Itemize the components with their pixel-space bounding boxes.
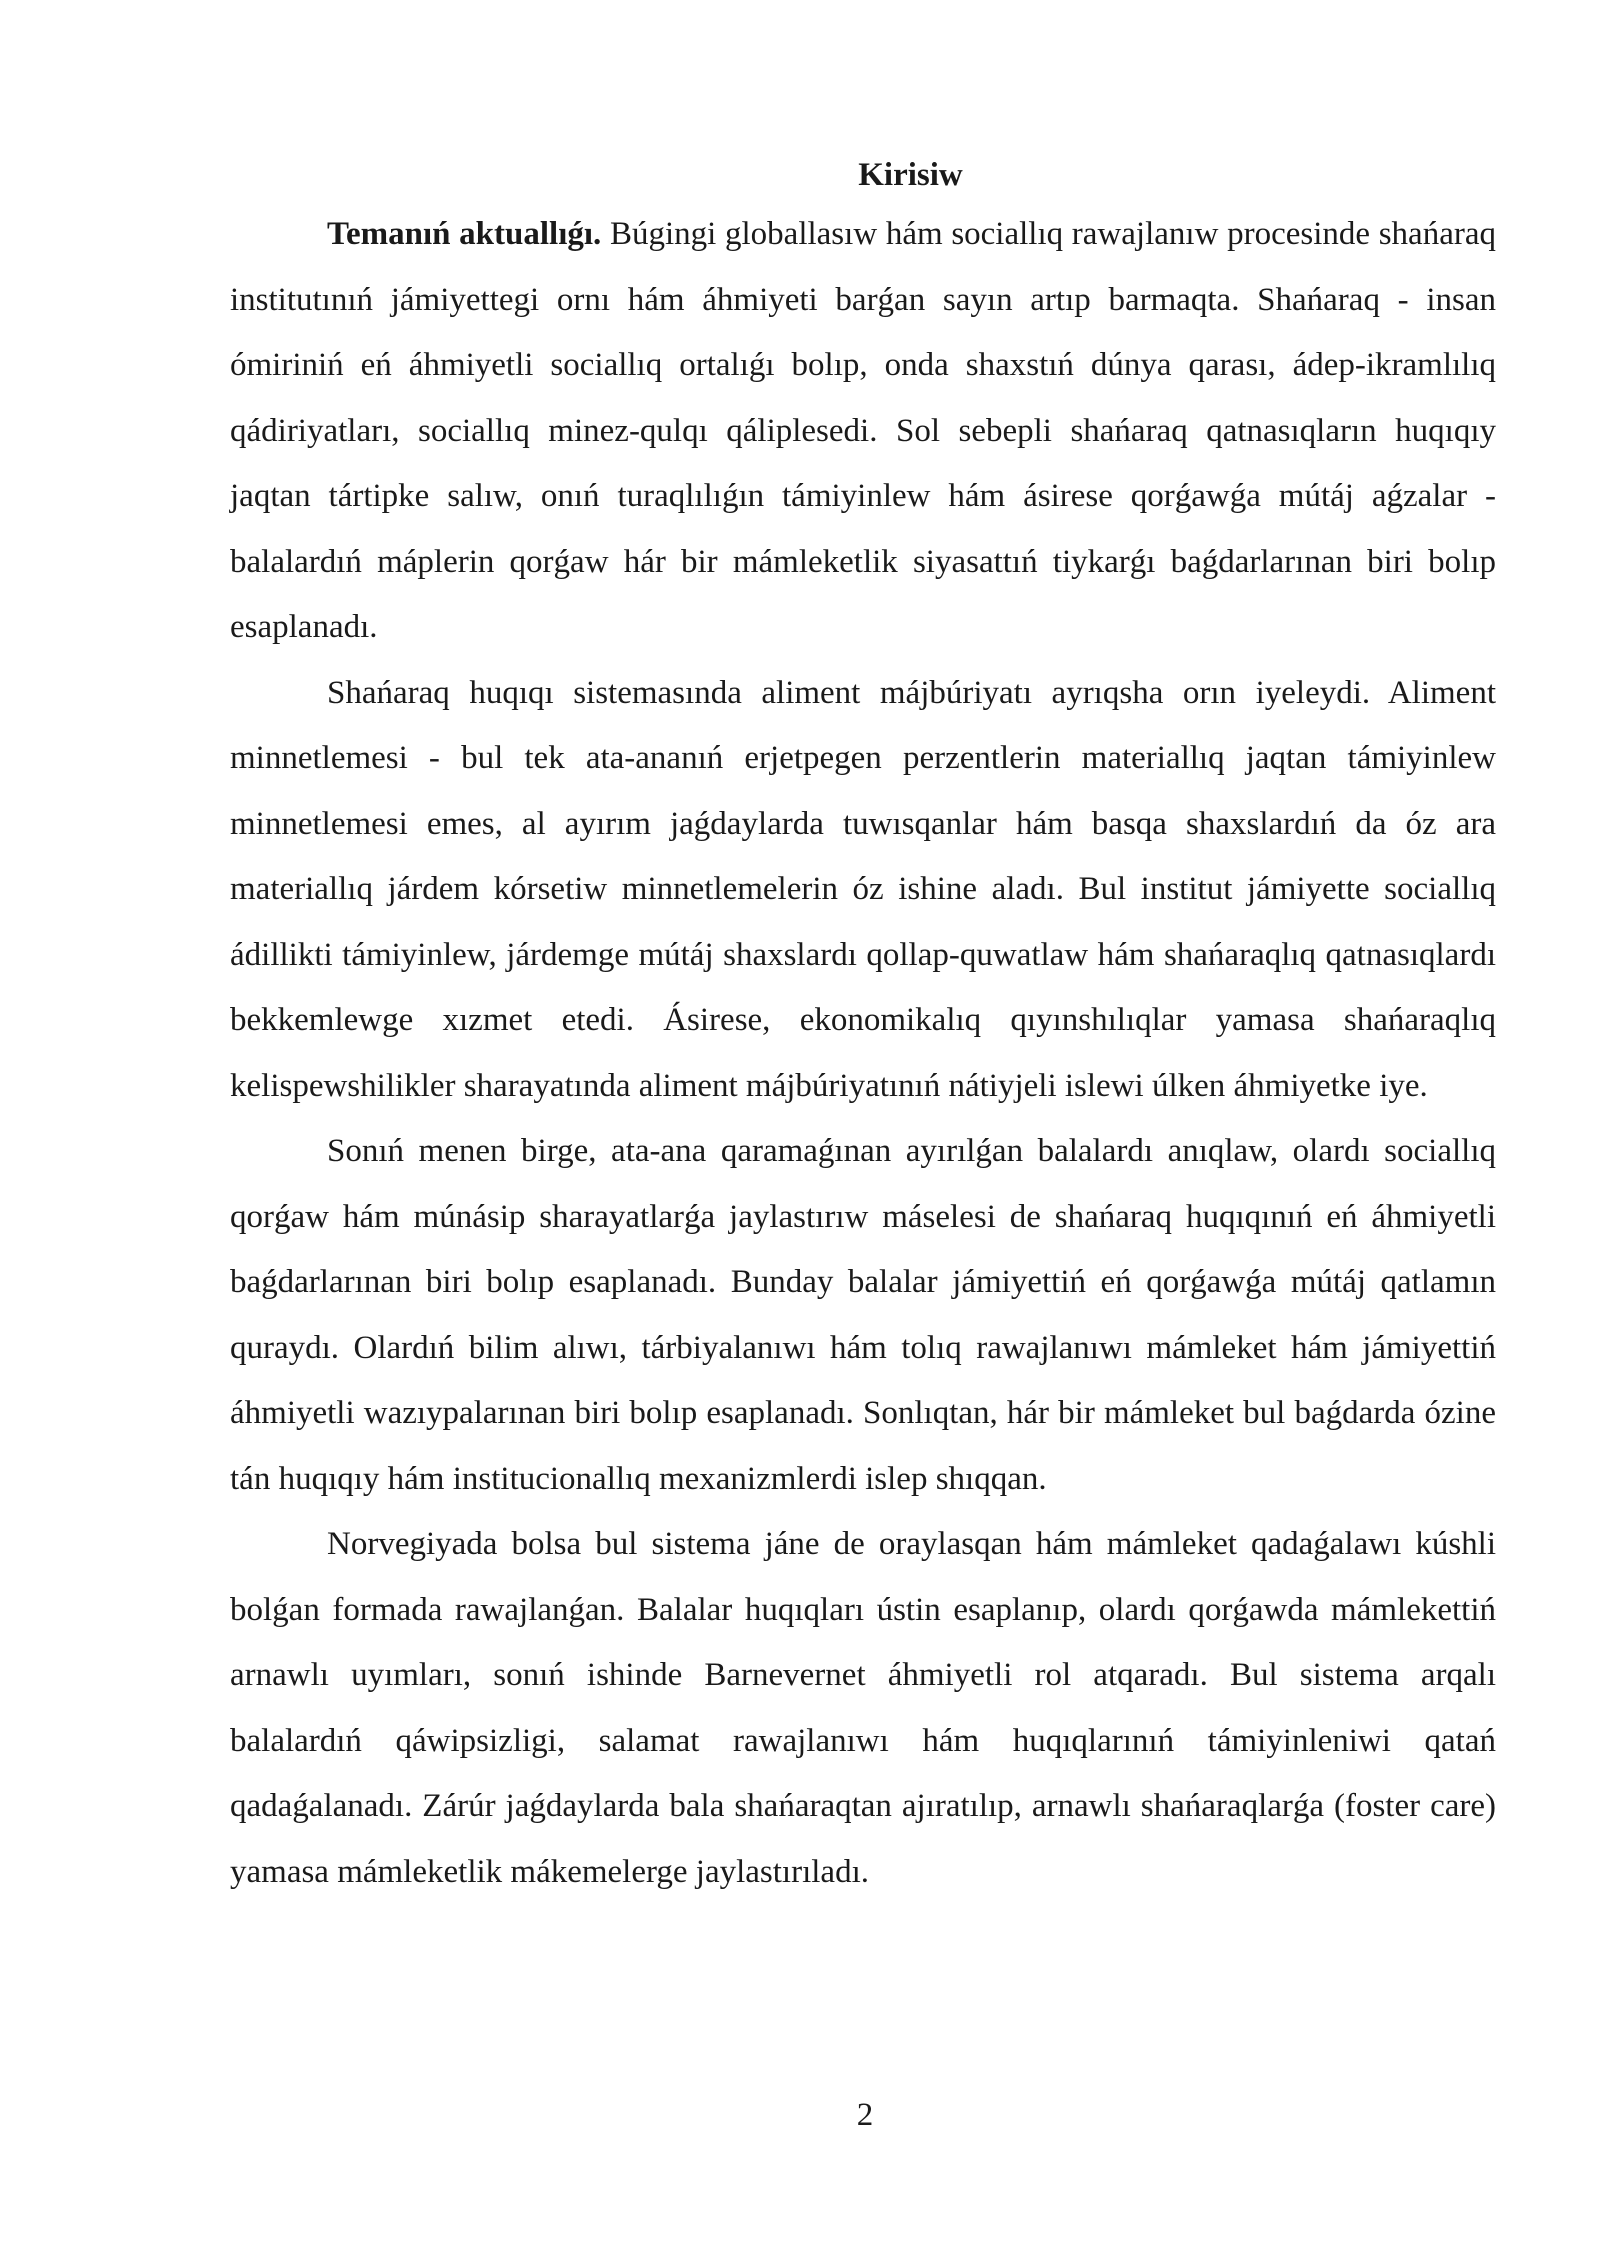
- paragraph-4: [230, 1512, 1496, 1905]
- paragraph-3: [230, 1119, 1496, 1512]
- paragraph-lead-heading: Temanıń aktuallıǵı.: [327, 216, 602, 252]
- document-page: [230, 150, 1496, 1905]
- paragraph-1: [230, 202, 1496, 661]
- paragraph-2: [230, 661, 1496, 1120]
- paragraph-3-text: Sonıń menen birge, ata-ana qaramaǵınan ayırılǵan balalardı anıqlaw, olardı sociallıq qorǵaw hám múnásip sharayatlarǵa jaylastırıw máselesi de shańaraq huqıqınıń eń áhmiyetli baǵdarlarınan biri bolıp esaplanadı. Bunday balalar jámiyettiń eń qorǵawǵa mútáj qatlamın quraydı. Olardıń bilim alıwı, tárbiyalanıwı hám tolıq rawajlanıwı mámleket hám jámiyettiń áhmiyetli wazıypalarınan biri bolıp esaplanadı. Sonlıqtan, hár bir mámleket bul baǵdarda ózine tán huqıqıy hám institucionallıq mexanizmlerdi islep shıqqan.: [230, 1133, 1496, 1497]
- paragraph-1-text: Búgingi globallasıw hám sociallıq rawajlanıw procesinde shańaraq institutınıń jámiyettegi ornı hám áhmiyeti barǵan sayın artıp barmaqta. Shańaraq - insan ómiriniń eń áhmiyetli sociallıq ortalıǵı bolıp, onda shaxstıń dúnya qarası, ádep-ikramlılıq qádiriyatları, sociallıq minez-qulqı qáliplesedi. Sol sebepli shańaraq qatnasıqların huqıqıy jaqtan tártipke salıw, onıń turaqlılıǵın támiyinlew hám ásirese qorǵawǵa mútáj aǵzalar - balalardıń máplerin qorǵaw hár bir mámleketlik siyasattıń tiykarǵı baǵdarlarınan biri bolıp esaplanadı.: [230, 216, 1496, 645]
- page-number: 2: [856, 2097, 874, 2133]
- paragraph-4-text: Norvegiyada bolsa bul sistema jáne de oraylasqan hám mámleket qadaǵalawı kúshli bolǵan formada rawajlanǵan. Balalar huqıqları ústin esaplanıp, olardı qorǵawda mámlekettiń arnawlı uyımları, sonıń ishinde Barnevernet áhmiyetli rol atqaradı. Bul sistema arqalı balalardıń qáwipsizligi, salamat rawajlanıwı hám huqıqlarınıń támiyinleniwi qatań qadaǵalanadı. Zárúr jaǵdaylarda bala shańaraqtan ajıratılıp, arnawlı shańaraqlarǵa (foster care) yamasa mámleketlik mákemelerge jaylastırıladı.: [230, 1526, 1496, 1890]
- page-title: Kirisiw: [858, 157, 963, 193]
- paragraph-2-text: Shańaraq huqıqı sistemasında aliment májbúriyatı ayrıqsha orın iyeleydi. Aliment minnetlemesi - bul tek ata-ananıń erjetpegen perzentlerin materiallıq jaqtan támiyinlew minnetlemesi emes, al ayırım jaǵdaylarda tuwısqanlar hám basqa shaxslardıń da óz ara materiallıq járdem kórsetiw minnetlemelerin óz ishine aladı. Bul institut jámiyette sociallıq ádillikti támiyinlew, járdemge mútáj shaxslardı qollap-quwatlaw hám shańaraqlıq qatnasıqlardı bekkemlewge xızmet etedi. Ásirese, ekonomikalıq qıyınshılıqlar yamasa shańaraqlıq kelispewshilikler sharayatında aliment májbúriyatınıń nátiyjeli islewi úlken áhmiyetke iye.: [230, 674, 1496, 1104]
